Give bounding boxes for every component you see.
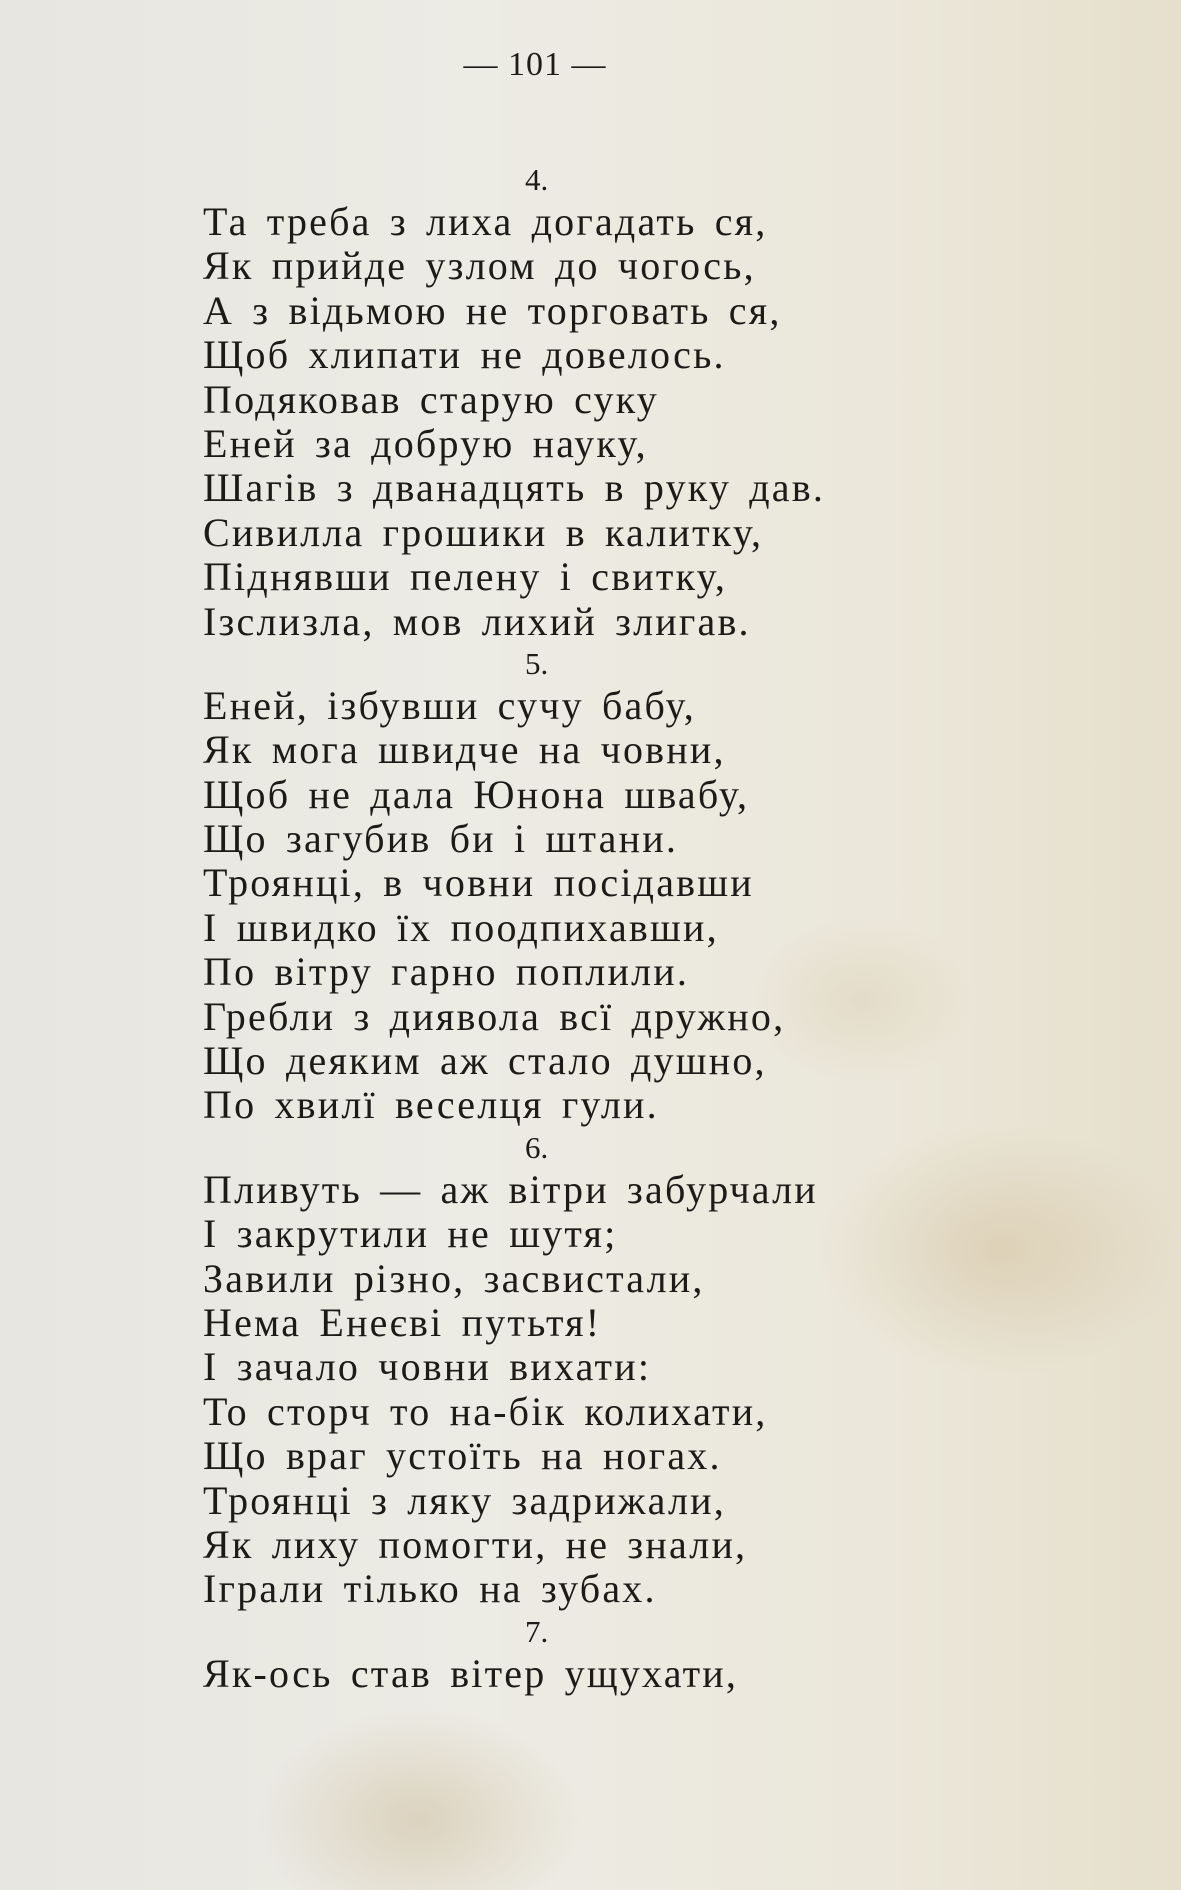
verse-line: Що деяким аж стало душно,	[203, 1038, 767, 1084]
verse-line: Та треба з лиха догадать ся,	[203, 199, 768, 244]
verse-line: А з відьмою не торговать ся,	[203, 287, 782, 333]
verse-line: Шагів з дванадцять в руку дав.	[203, 465, 826, 511]
verse-line: Як лиху помогти, не знали,	[203, 1521, 748, 1567]
verse-line: Гребли з диявола всї дружно,	[203, 993, 786, 1039]
verse-line: По вітру гарно поплили.	[203, 949, 690, 995]
verse-line: Подяковав старую суку	[203, 376, 660, 422]
verse-line: Пливуть — аж вітри забурчали	[203, 1166, 818, 1212]
verse-line: Завили різно, засвистали,	[203, 1255, 705, 1301]
verse-line: І швидко їх поодпихавши,	[203, 904, 719, 950]
verse-line: Еней, ізбувши сучу бабу,	[203, 682, 696, 728]
verse-line: Троянці з ляку задрижали,	[203, 1477, 726, 1523]
stanza-number: 5.	[525, 645, 549, 681]
verse-line: По хвилї веселця гули.	[203, 1082, 659, 1128]
verse-line: Щоб не дала Юнона швабу,	[203, 771, 750, 817]
verse-line: Як мога швидче на човни,	[203, 727, 726, 773]
verse-line: Що враг устоїть на ногах.	[203, 1433, 722, 1479]
verse-line: І зачало човни вихати:	[203, 1344, 652, 1390]
stanza-number: 7.	[525, 1613, 549, 1649]
verse-line: Еней за добрую науку,	[203, 420, 648, 466]
verse-line: І закрутили не шутя;	[203, 1211, 618, 1257]
verse-line: Щоб хлипати не довелось.	[203, 332, 726, 378]
verse-line: Троянці, в човни посідавши	[203, 860, 754, 906]
stanza-number: 6.	[525, 1129, 549, 1165]
stanza-7	[203, 1612, 1103, 1696]
stanza-5	[203, 644, 1103, 1128]
verse-line: Піднявши пелену і свитку,	[203, 554, 728, 600]
page-number: — 101 —	[463, 46, 607, 83]
verse-line: Нема Енеєві путьтя!	[203, 1299, 602, 1345]
stanza-4	[203, 160, 1103, 644]
verse-line: Що загубив би і штани.	[203, 816, 679, 862]
verse-line: Сивилла грошики в калитку,	[203, 509, 764, 555]
stanza-6	[203, 1128, 1103, 1612]
verse-line: Як-ось став вітер ущухати,	[203, 1650, 739, 1696]
verse-line: Ізслизла, мов лихий злигав.	[203, 598, 751, 644]
verse-line: Як прийде узлом до чогось,	[203, 243, 756, 289]
verse-line: То сторч то на-бік колихати,	[203, 1388, 768, 1434]
poem-text	[203, 160, 1103, 1696]
stanza-number: 4.	[525, 162, 549, 197]
verse-line: Іграли тілько на зубах.	[203, 1566, 657, 1612]
